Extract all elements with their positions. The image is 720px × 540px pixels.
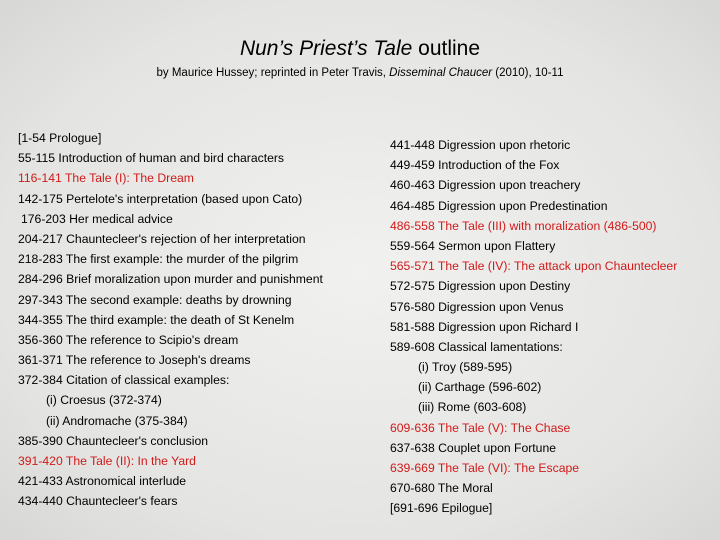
outline-item: 441-448 Digression upon rhetoric xyxy=(390,138,571,152)
outline-item: 576-580 Digression upon Venus xyxy=(390,299,564,314)
outline-item: 449-459 Introduction of the Fox xyxy=(390,158,560,173)
outline-item: 391-420 The Tale (II): In the Yard xyxy=(18,454,196,468)
outline-item: 116-141 The Tale (I): The Dream xyxy=(18,171,194,186)
outline-item: 670-680 The Moral xyxy=(390,481,493,496)
title-italic: Nun’s Priest’s Tale xyxy=(239,37,413,60)
outline-item: (i) Croesus (372-374) xyxy=(46,393,162,408)
outline-item: 284-296 Brief moralization upon murder and punishment xyxy=(18,272,323,287)
outline-item: 297-343 The second example: deaths by drowning xyxy=(18,292,292,307)
outline-item: 486-558 The Tale (III) with moralization (486-500) xyxy=(390,218,657,233)
outline-item: 204-217 Chauntecleer's rejection of her interpretation xyxy=(18,231,306,246)
title-rest: outline xyxy=(412,37,481,60)
outline-item: 464-485 Digression upon Predestination xyxy=(390,198,608,213)
outline-item: 572-575 Digression upon Destiny xyxy=(390,279,571,294)
outline-item: 589-608 Classical lamentations: xyxy=(390,339,563,354)
slide-title xyxy=(0,36,720,62)
right-column xyxy=(390,135,677,519)
outline-item: [691-696 Epilogue] xyxy=(390,501,493,516)
slide-subtitle xyxy=(0,66,720,80)
outline-item: (ii) Andromache (375-384) xyxy=(46,413,188,428)
outline-item: (iii) Rome (603-608) xyxy=(418,400,527,415)
outline-item: 421-433 Astronomical interlude xyxy=(18,474,187,489)
outline-item: [1-54 Prologue] xyxy=(18,131,102,145)
outline-item: 637-638 Couplet upon Fortune xyxy=(390,440,557,455)
outline-item: 639-669 The Tale (VI): The Escape xyxy=(390,461,580,475)
outline-item: (ii) Carthage (596-602) xyxy=(418,380,542,395)
outline-item: 176-203 Her medical advice xyxy=(21,211,173,226)
outline-item: 434-440 Chauntecleer's fears xyxy=(18,494,178,509)
outline-item: 361-371 The reference to Joseph's dreams xyxy=(18,353,251,368)
left-column xyxy=(18,128,323,512)
outline-item: 218-283 The first example: the murder of the pilgrim xyxy=(18,252,299,267)
outline-item: 581-588 Digression upon Richard I xyxy=(390,319,579,334)
outline-item: 565-571 The Tale (IV): The attack upon Chauntecleer xyxy=(390,259,678,274)
outline-item: (i) Troy (589-595) xyxy=(418,360,513,375)
subtitle-italic: Disseminal Chaucer xyxy=(389,67,493,79)
outline-item: 559-564 Sermon upon Flattery xyxy=(390,238,556,253)
outline-item: 356-360 The reference to Scipio's dream xyxy=(18,332,239,347)
outline-item: 372-384 Citation of classical examples: xyxy=(18,373,230,388)
outline-item: 344-355 The third example: the death of St Kenelm xyxy=(18,312,295,327)
outline-item: 460-463 Digression upon treachery xyxy=(390,178,581,193)
outline-item: 55-115 Introduction of human and bird characters xyxy=(18,151,285,166)
subtitle-after: (2010), 10-11 xyxy=(492,67,564,79)
subtitle-before: by Maurice Hussey; reprinted in Peter Travis, xyxy=(156,67,390,79)
outline-item: 385-390 Chauntecleer's conclusion xyxy=(18,433,209,448)
outline-item: 142-175 Pertelote's interpretation (based upon Cato) xyxy=(18,191,303,206)
outline-item: 609-636 The Tale (V): The Chase xyxy=(390,420,571,435)
